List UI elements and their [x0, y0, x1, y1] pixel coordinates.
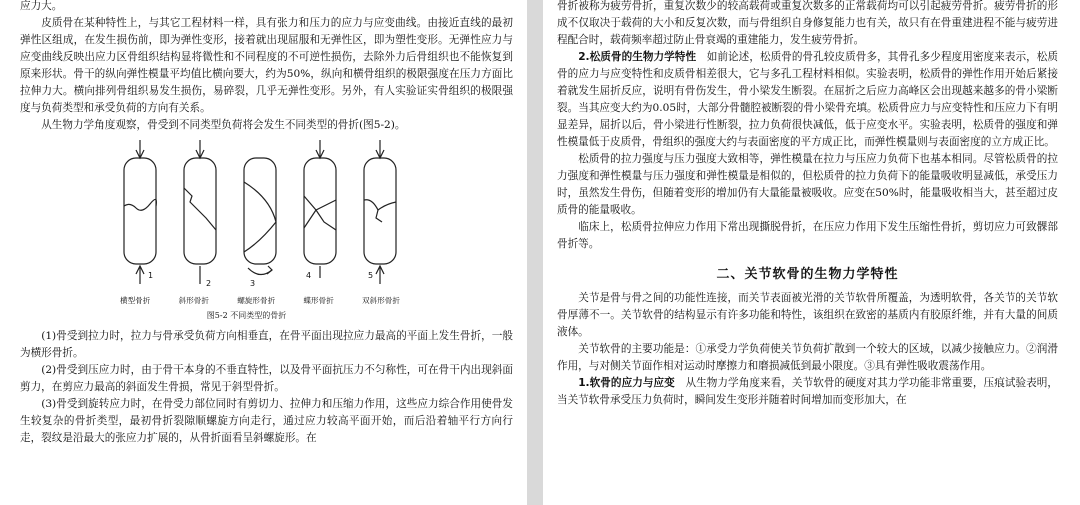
paragraph: 应力大。: [20, 0, 63, 12]
figure-captions: [120, 295, 400, 306]
paragraph: 松质骨的拉力强度与压力强度大致相等，弹性模量在拉力与压应力负荷下也基本相同。尽管松质骨的拉力强度和弹性模量与压力强度和弹性模量是相似的，但松质骨的拉力负荷下的能量吸收明显减低，承受压力时，虽然发生骨伤，但随着变形的增加仍有大量能量被吸收。应变在50%时，能量吸收相当大，甚至超过皮质骨的能量吸收。: [557, 153, 1058, 216]
figure-caption: 蝶形骨折: [303, 296, 334, 305]
paragraph: 临床上，松质骨拉伸应力作用下常出现撕脱骨折，在压应力作用下发生压缩性骨折，剪切应力可致髁部骨折等。: [557, 221, 1058, 250]
figure-caption: 斜形骨折: [178, 296, 209, 305]
paragraph: (2)骨受到压应力时，由于骨干本身的不垂直特性，以及骨平面抗压力不匀称性，可在骨干内出现斜面剪力，在剪应力最高的斜面发生骨损，常见于斜型骨折。: [20, 364, 513, 393]
paragraph-body: 从生物力学角度来看，关节软骨的硬度对其力学功能非常重要，压痕试验表明，当关节软骨承受压力负荷时，瞬间发生变形并随着时间增加而变形加大，在: [557, 377, 1059, 406]
paragraph: (1)骨受到拉力时，拉力与骨承受负荷方向相垂直，在骨平面出现拉应力最高的平面上发生骨折，一般为横形骨折。: [20, 330, 513, 359]
paragraph: 从生物力学角度观察，骨受到不同类型负荷将会发生不同类型的骨折(图5-2)。: [41, 119, 406, 131]
bone-5-double-oblique: [364, 140, 396, 284]
paragraph: [557, 49, 1058, 151]
section-title: 二、关节软骨的生物力学特性: [716, 267, 899, 282]
fracture-figure: [20, 138, 513, 328]
figure-caption: 螺旋形骨折: [237, 296, 276, 305]
figure-title: 图5-2 不同类型的骨折: [206, 311, 287, 320]
fracture-illustration: [110, 138, 410, 298]
figure-number: 3: [250, 279, 256, 288]
paragraph: 骨折被称为疲劳骨折，重复次数少的较高载荷或重复次数多的正常载荷均可以引起疲劳骨折。疲劳骨折的形成不仅取决于载荷的大小和反复次数，而与骨组织自身修复能力也有关，故只有在骨重建进程不能与疲劳进程配合时，载荷频率超过防止骨衰竭的重建能力，发生疲劳骨折。: [557, 0, 1058, 46]
bone-1-transverse: [124, 140, 156, 284]
figure-caption: 双斜形骨折: [362, 296, 400, 305]
figure-number: 1: [148, 271, 154, 280]
paragraph: 关节软骨的主要功能是：①承受力学负荷使关节负荷扩散到一个较大的区域，以减少接触应力。②润滑作用，与对侧关节面作相对运动时摩擦力和磨损减低到最小限度。③具有弹性吸收震荡作用。: [557, 343, 1058, 372]
left-page: [0, 0, 527, 505]
paragraph-body: 如前论述，松质骨的骨孔较皮质骨多，其骨孔多少程度用密度来表示，松质骨的应力与应变特性和皮质骨相差很大，它与多孔工程材料相似。实验表明，松质骨的弹性作用开始后紧接着就发生屈折反应，说明有骨伤发生，骨小梁发生断裂。在屈折之后应力高峰区会出现越来越多的骨小梁断裂。当其应变大约为0.05时，大部分骨髓腔被断裂的骨小梁骨充填。松质骨应力与应变特性和压应力下有明显差异，屈折以后，骨小梁进行性断裂，拉力负荷很快减低，低于应变水平。实验表明，松质骨的强度和弹性模量低于皮质骨，骨组织的强度大约与表面密度的平方成正比，而弹性模量则与表面密度的立方成正比。: [557, 51, 1058, 148]
page-gap: [527, 0, 543, 505]
figure-number: 2: [206, 279, 212, 288]
bone-2-oblique: [184, 140, 216, 284]
subheading: 1.软骨的应力与应变: [578, 377, 675, 389]
bone-4-butterfly: [304, 140, 336, 278]
right-page: [543, 0, 1080, 505]
bone-3-spiral: [244, 158, 276, 275]
paragraph: [557, 375, 1058, 409]
paragraph: 皮质骨在某种特性上，与其它工程材料一样，具有张力和压力的应力与应变曲线。由接近直线的最初弹性区组成，在发生损伤前，即为弹性变形，接着就出现屈服和无弹性区，即为塑性变形。无弹性应力与应变曲线反映出应力区骨组织结构显将微性和不同程度的不可逆性损伤，去除外力后骨组织也不能恢复到原来形状。骨干的纵向弹性模量平均值比横向要大，约为50%，纵向和横骨组织的极限强度在压力方面比拉伸力大。横向排列骨组织易发生损伤，易碎裂，几乎无弹性变形。另外，有人实验证实骨组织的极限强度与负荷类型和承受负荷的方向有关系。: [20, 17, 513, 114]
figure-number: 4: [306, 271, 312, 280]
figure-caption: 横型骨折: [120, 296, 151, 305]
paragraph: 关节是骨与骨之间的功能性连接，而关节表面被光滑的关节软骨所覆盖，为透明软骨，各关节的关节软骨厚薄不一。关节软骨的结构显示有许多功能和特性，该组织在致密的基质内有胶原纤维，并有大量的间质液体。: [557, 292, 1058, 338]
subheading: 2.松质骨的生物力学特性: [578, 51, 697, 63]
figure-number: 5: [368, 271, 374, 280]
paragraph: (3)骨受到旋转应力时，在骨受力部位同时有剪切力、拉伸力和压缩力作用，这些应力综合作用使骨发生较复杂的骨折类型，最初骨折裂隙顺螺旋方向走行，通过应力较高平面开始，而后沿着轴平行方向行走，裂纹是沿最大的张应力扩展的，从骨折面看呈斜螺旋形。在: [20, 398, 513, 444]
